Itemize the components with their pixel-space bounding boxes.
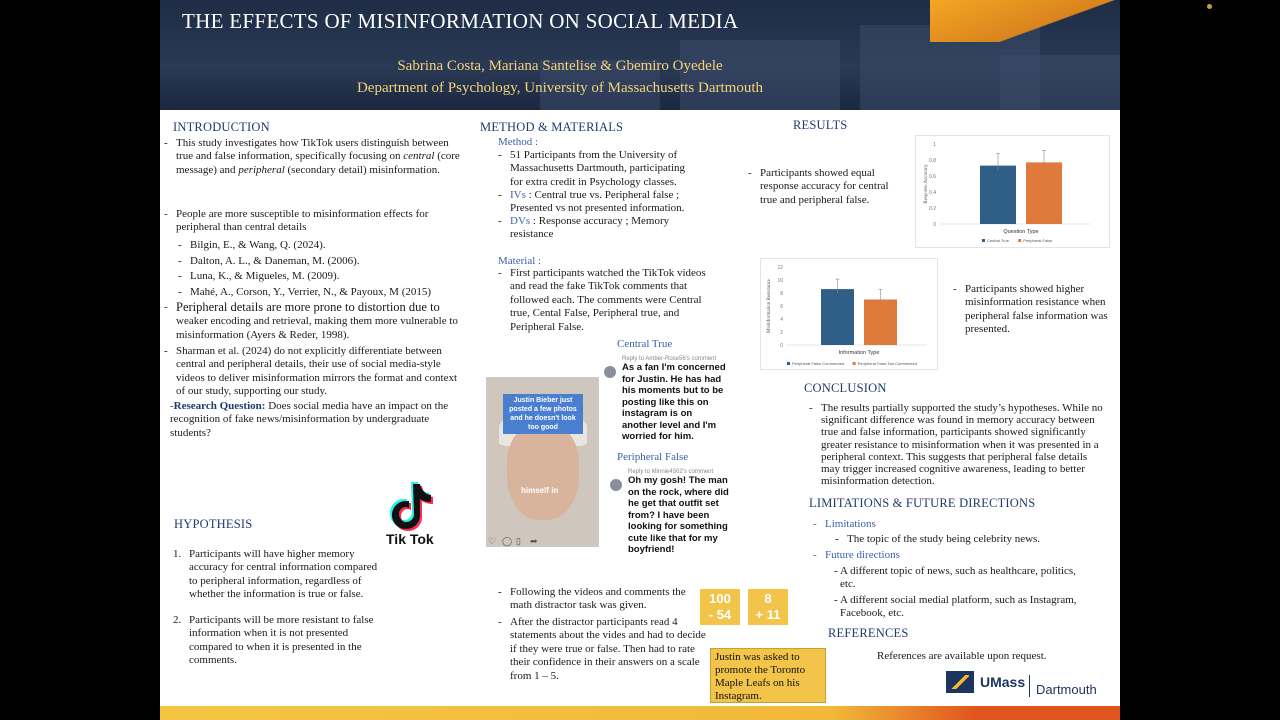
limitation-1: - The topic of the study being celebrity news. [835, 533, 1041, 545]
intro-paragraph-2: - People are more susceptible to misinformation effects for peripheral than central details [164, 208, 429, 234]
intro-paragraph-1: - This study investigates how TikTok users distinguish between true and false information, specifically focusing on central (core message) and peripheral (secondary detail) misinformation. [164, 137, 460, 176]
heart-icon: ♡ [488, 536, 497, 546]
umass-name: UMass [980, 674, 1026, 690]
legend-entry: Peripheral False [1023, 238, 1053, 243]
y-tick-label: 6 [780, 304, 783, 310]
future-directions-label: - Future directions [813, 549, 900, 561]
bar-peripheral-false-not-commented [864, 300, 897, 346]
intro-paragraph-4: - Sharman et al. (2024) do not explicitly differentiate between central and peripheral details, their use of social media-style videos to deliver misinformation mirrors the format and context of our study, supporting our study. [164, 345, 458, 398]
math-problem-2 [748, 589, 788, 625]
hypothesis-heading: HYPOTHESIS [174, 517, 253, 531]
y-tick-label: 12 [777, 265, 783, 271]
chart-misinformation-resistance [760, 258, 938, 370]
math-problem-1 [700, 589, 740, 625]
chart-response-accuracy [915, 135, 1110, 248]
future-direction-2: - A different social medial platform, such as Instagram, Facebook, etc. [834, 594, 1077, 620]
y-tick-label: 4 [780, 317, 783, 323]
results-heading: RESULTS [793, 118, 848, 132]
conclusion-text: - The results partially supported the study’s hypotheses. While no significant difference was found in memory accuracy between true and false information, participants showed significantly greater resistance to misinformation when it was presented in a peripheral context. This suggests that peripheral false details may trigger increased cognitive awareness, leading to better misinformation detection. [809, 402, 1103, 488]
video-subtitle: himself in [521, 486, 559, 495]
chart-2-svg [761, 259, 939, 371]
comment-2-meta: Reply to Minnie4502's comment [628, 469, 714, 475]
material-text: - First participants watched the TikTok videos and read the fake TikTok comments that followed each. The comments were Central true, Cental False, Peripheral true, and Peripheral False. [498, 267, 706, 333]
math-2-top: 8 [764, 591, 772, 606]
hypothesis-item-2: 2. Participants will be more resistant to false information when it is not presented compared to when it is presented in the comments. [173, 614, 374, 667]
tiktok-video-screenshot [486, 377, 599, 547]
authors: Sabrina Costa, Mariana Santelise & Gbemiro Oyedele [397, 58, 723, 74]
poster [160, 0, 1120, 720]
footer-bar [160, 706, 1120, 720]
video-face [507, 424, 579, 520]
statement-example: Justin was asked to promote the Toronto Maple Leafs on his Instagram. [710, 648, 826, 703]
poster-title: THE EFFECTS OF MISINFORMATION ON SOCIAL MEDIA [182, 9, 739, 33]
method-label: Method : [498, 136, 539, 148]
method-dvs: - DVs : Response accuracy ; Memory resistance [498, 215, 670, 241]
comment-central-true [622, 356, 727, 443]
results-finding-1: - Participants showed equal response accuracy for central true and peripheral false. [748, 167, 889, 206]
chart-1-svg [916, 136, 1111, 249]
comment-1-meta: Reply to Amber-Rose56's comment [622, 356, 717, 362]
material-label: Material : [498, 255, 542, 267]
method-ivs: - IVs : Central true vs. Peripheral false ; Presented vs not presented information. [498, 189, 685, 215]
y-tick-label: 2 [780, 330, 783, 336]
department: Department of Psychology, University of Massachusetts Dartmouth [356, 80, 764, 96]
video-action-bar [486, 536, 599, 548]
y-tick-label: 0.8 [929, 158, 936, 164]
comment-peripheral-false [628, 469, 730, 556]
bar-central-true [980, 166, 1016, 224]
y-tick-label: 10 [777, 278, 783, 284]
limitations-heading: LIMITATIONS & FUTURE DIRECTIONS [809, 496, 1036, 510]
comment-icon: ◯ [502, 536, 513, 546]
y-tick-label: 0.6 [929, 174, 936, 180]
y-tick-label: 0.2 [929, 206, 936, 212]
y-tick-label: 0.4 [929, 190, 936, 196]
bar-peripheral-false-commented [821, 289, 854, 345]
legend-swatch [853, 362, 856, 365]
logo-separator [1029, 675, 1030, 697]
research-question: -Research Question: Does social media have an impact on the recognition of fake news/misinformation by undergraduate students? [170, 400, 449, 439]
y-axis-label: Response Accuracy [924, 164, 929, 204]
x-axis-label: Question Type [1003, 229, 1039, 235]
method-participants: - 51 Participants from the University of Massachusetts Dartmouth, participating for extra credit in Psychology classes. [498, 149, 686, 188]
math-2-bottom: + 11 [755, 607, 781, 622]
y-tick-label: 1 [933, 142, 936, 148]
tiktok-label: Tik Tok [386, 531, 434, 547]
header-banner [160, 0, 1120, 110]
comment-2-text: Oh my gosh! The man on the rock, where did he get that outfit set from? I have been looking for something cute like that for my boyfriend! [628, 475, 729, 555]
legend-swatch [787, 362, 790, 365]
math-1-bottom: - 54 [708, 607, 732, 622]
avatar [610, 479, 622, 491]
legend-entry: Peripheral False Commented [792, 361, 845, 366]
references-heading: REFERENCES [828, 626, 909, 640]
banner-accent [930, 0, 1120, 42]
tiktok-icon [386, 478, 436, 538]
umass-campus: Dartmouth [1036, 682, 1097, 697]
avatar [604, 366, 616, 378]
x-axis-label: Information Type [838, 350, 880, 356]
y-tick-label: 8 [780, 291, 783, 297]
conclusion-heading: CONCLUSION [804, 381, 887, 395]
limitations-label: - Limitations [813, 518, 876, 530]
introduction-heading: INTRODUCTION [173, 120, 270, 134]
y-tick-label: 0 [780, 343, 783, 349]
peripheral-false-label: Peripheral False [617, 451, 689, 463]
hypothesis-item-1: 1. Participants will have higher memory accuracy for central information compared to peripheral information, regardless of whether the information is true or false. [173, 548, 378, 601]
bar-peripheral-false [1026, 162, 1062, 224]
references-text: References are available upon request. [877, 650, 1047, 662]
method-distractor: - Following the videos and comments the math distractor task was given. [498, 586, 686, 612]
intro-paragraph-3: - Peripheral details are more prone to distortion due to weaker encoding and retrieval, making them more vulnerable to misinformation (Ayers & Reder, 1998). [164, 300, 458, 341]
umass-logo [946, 671, 974, 693]
comment-1-text: As a fan I'm concerned for Justin. He has had his moments but to be posting like this on instagram is on another level and I'm worried for him. [622, 362, 726, 442]
method-heading: METHOD & MATERIALS [480, 120, 624, 134]
y-tick-label: 0 [933, 222, 936, 228]
legend-entry: Central True [987, 238, 1010, 243]
screen-indicator-dot [1207, 4, 1212, 9]
legend-swatch [1018, 239, 1021, 242]
share-icon: ➦ [530, 536, 538, 546]
bookmark-icon: ▯ [516, 536, 521, 546]
video-caption: Justin Bieber just posted a few photos and he doesn't look too good [503, 394, 583, 434]
method-statements: - After the distractor participants read 4 statements about the vides and had to decide if they were true or false. Then had to rate their confidence in their answers on a scale from 1 – 5. [498, 616, 706, 682]
y-axis-label: Misinformation Resistance [767, 278, 772, 334]
intro-references: - Bilgin, E., & Wang, Q. (2024). - Dalton, A. L., & Daneman, M. (2006). - Luna, K., & Migueles, M. (2009). - Mahé, A., Corson, Y., Verrier, N., & Payoux, M (2015) [178, 239, 432, 298]
legend-entry: Peripheral False Not Commented [857, 361, 917, 366]
results-finding-2: - Participants showed higher misinformation resistance when peripheral false information was presented. [953, 283, 1108, 336]
future-direction-1: - A different topic of news, such as healthcare, politics, etc. [834, 565, 1076, 591]
legend-swatch [982, 239, 985, 242]
math-1-top: 100 [709, 591, 731, 606]
central-true-label: Central True [617, 338, 673, 350]
